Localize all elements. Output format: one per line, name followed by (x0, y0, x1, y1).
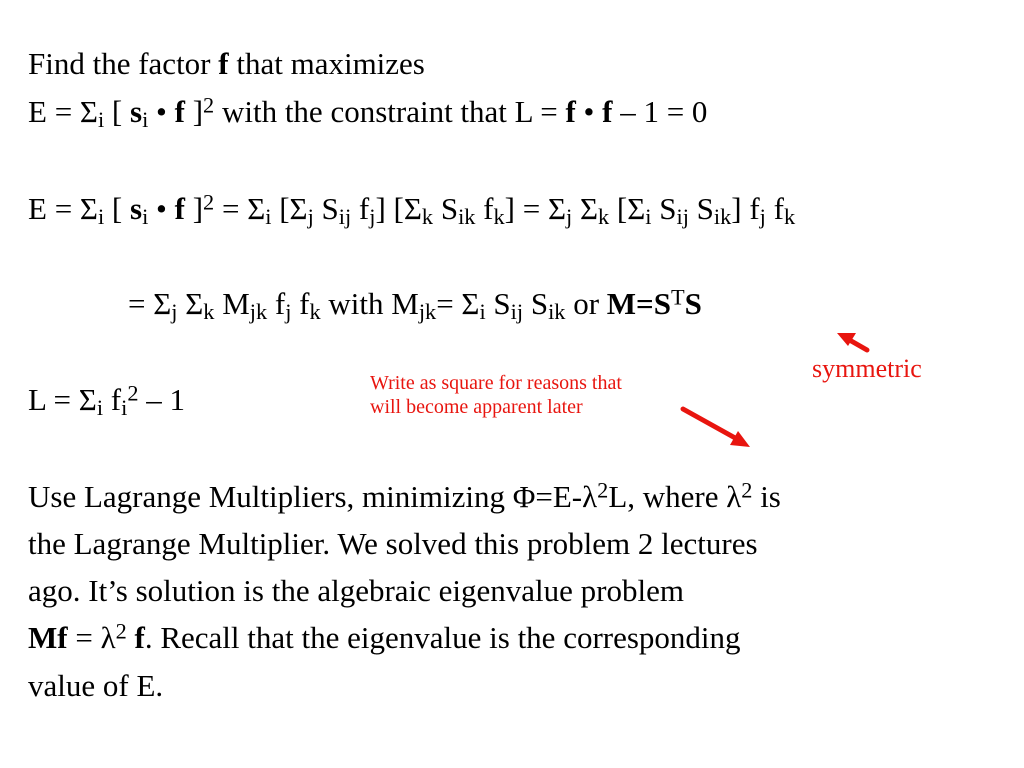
sym-f: f (773, 191, 784, 226)
sym-L: L (28, 382, 46, 417)
sym-bracket: ] [ (375, 191, 404, 226)
sym-S: S (530, 286, 549, 321)
sym-phi: Φ (512, 479, 536, 514)
bold-s: s (130, 94, 143, 129)
sub-ij: ij (510, 298, 524, 324)
sym-lambda: λ (100, 620, 116, 655)
sym-sigma: Σ (153, 286, 172, 321)
sub-j: j (759, 203, 766, 229)
sym-sigma: Σ (461, 286, 480, 321)
sym-eq: = (214, 191, 248, 226)
sym-sigma: Σ (185, 286, 204, 321)
bold-f: f (134, 620, 145, 655)
sym-sigma: Σ (78, 382, 97, 417)
text-eq-E-minus: =E- (535, 479, 583, 514)
sub-j: j (285, 298, 292, 324)
sub-k: k (421, 203, 434, 229)
bold-f: f (602, 94, 613, 129)
sym-f: f (299, 286, 310, 321)
sym-E: E (28, 94, 47, 129)
bold-eq-S: =S (636, 286, 671, 321)
sym-bracket: ] (731, 191, 750, 226)
note-line-1: Write as square for reasons that (370, 372, 622, 394)
bold-f: f (218, 46, 229, 81)
sub-k: k (783, 203, 796, 229)
sym-sigma: Σ (247, 191, 266, 226)
bold-f: f (174, 94, 185, 129)
sub-i: i (645, 203, 652, 229)
sup-T: T (670, 284, 685, 310)
sym-lambda: λ (582, 479, 598, 514)
sym-S: S (440, 191, 459, 226)
sym-S: S (696, 191, 714, 226)
sym-eq: ] = (504, 191, 548, 226)
sym-f: f (110, 382, 122, 417)
sub-i: i (121, 394, 128, 420)
sym-dot: • (575, 94, 603, 129)
sym-sigma: Σ (289, 191, 308, 226)
sym-eq: = (46, 94, 80, 129)
sub-j: j (307, 203, 314, 229)
bold-s: s (130, 191, 143, 226)
sym-eq: = (45, 382, 79, 417)
text-constraint: with the constraint that L = (214, 94, 566, 129)
line-eigenvalue-problem: ago. It’s solution is the algebraic eigenvalue problem (28, 573, 684, 608)
text-or: or (565, 286, 607, 321)
label-symmetric: symmetric (812, 354, 922, 383)
sym-dot: • (148, 94, 175, 129)
sub-k: k (598, 203, 610, 229)
line-lagrange-multiplier: the Lagrange Multiplier. We solved this problem 2 lectures (28, 526, 758, 561)
text-that-maximizes: that maximizes (228, 46, 425, 81)
sub-i: i (142, 203, 149, 229)
text-minus-one: – 1 (138, 382, 185, 417)
sym-sigma: Σ (79, 191, 98, 226)
sub-ij: ij (676, 203, 689, 229)
sym-bracket: ] (184, 94, 204, 129)
arrow-to-eigenproblem-icon (683, 409, 750, 447)
sub-ik: ik (713, 203, 732, 229)
bold-f: f (565, 94, 576, 129)
sym-S: S (321, 191, 339, 226)
sym-eq: = (436, 286, 462, 321)
sub-ik: ik (458, 203, 476, 229)
sym-sigma: Σ (79, 94, 98, 129)
sym-sigma: Σ (627, 191, 646, 226)
sym-f: f (274, 286, 286, 321)
sym-bracket: ] (184, 191, 204, 226)
arrow-to-symmetric-icon (837, 333, 867, 350)
sub-k: k (309, 298, 321, 324)
sub-i: i (97, 203, 105, 229)
sym-lambda: λ (726, 479, 742, 514)
line-lagrange-intro (28, 477, 781, 514)
sym-bracket: [ (271, 191, 290, 226)
bold-S: S (684, 286, 702, 321)
sup-2: 2 (115, 618, 127, 644)
sub-ik: ik (548, 298, 566, 324)
sym-sigma: Σ (579, 191, 599, 226)
sym-E: E (28, 191, 47, 226)
text-recall: . Recall that the eigenvalue is the corresponding (144, 620, 741, 655)
sub-ij: ij (338, 203, 352, 229)
sub-i: i (142, 106, 149, 132)
sup-2: 2 (597, 477, 609, 503)
sym-bracket: [ (609, 191, 628, 226)
sup-2: 2 (203, 92, 215, 118)
sym-bracket: [ (104, 94, 130, 129)
sym-eq: = (46, 191, 80, 226)
sym-dot: • (148, 191, 175, 226)
sub-k: k (493, 203, 505, 229)
sym-f: f (749, 191, 760, 226)
sub-j: j (566, 203, 573, 229)
sub-jk: jk (249, 298, 268, 324)
sub-i: i (97, 106, 105, 132)
sym-f: f (358, 191, 370, 226)
sub-i: i (96, 394, 104, 420)
sym-f: f (483, 191, 494, 226)
sym-sigma: Σ (403, 191, 422, 226)
sym-S: S (659, 191, 677, 226)
line-value-of-E: value of E. (28, 668, 164, 703)
text-is: is (752, 479, 781, 514)
sup-2: 2 (203, 189, 215, 215)
sub-k: k (203, 298, 215, 324)
text-minus-one-zero: – 1 = 0 (612, 94, 708, 129)
sub-i: i (479, 298, 486, 324)
sym-eq: = (128, 286, 154, 321)
sup-2: 2 (127, 380, 139, 406)
text-find-factor: Find the factor (28, 46, 219, 81)
sym-M: M (222, 286, 250, 321)
sym-eq: = (67, 620, 101, 655)
sub-j: j (171, 298, 178, 324)
text-L-where: L, where (608, 479, 727, 514)
sub-i: i (265, 203, 272, 229)
sym-bracket: [ (104, 191, 130, 226)
sym-sigma: Σ (547, 191, 567, 226)
sub-j: j (369, 203, 376, 229)
text-use-lagrange: Use Lagrange Multipliers, minimizing (28, 479, 513, 514)
bold-f: f (174, 191, 185, 226)
sym-S: S (493, 286, 511, 321)
bold-Mf: Mf (28, 620, 68, 655)
note-line-2: will become apparent later (370, 396, 583, 418)
text-with: with M (328, 286, 419, 321)
sup-2: 2 (741, 477, 753, 503)
sub-jk: jk (418, 298, 437, 324)
line-Mf-equation (28, 618, 741, 655)
bold-M: M (606, 286, 637, 321)
